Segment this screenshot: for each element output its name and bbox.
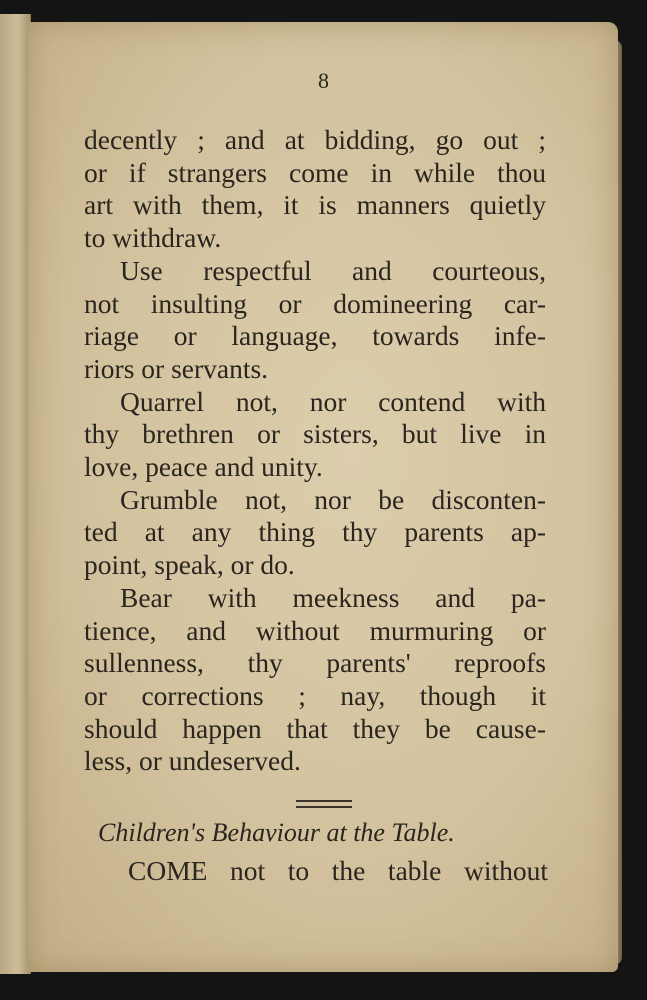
text-line: Grumble not, nor be disconten- <box>120 483 546 515</box>
text-line: to withdraw. <box>84 222 222 254</box>
text-line: or if strangers come in while thou <box>84 156 546 188</box>
text-line: thy brethren or sisters, but live in <box>84 418 546 450</box>
text-line: ted at any thing thy parents ap- <box>84 516 546 548</box>
text-line: not insulting or domineering car- <box>84 287 546 319</box>
text-line: riage or language, towards infe- <box>84 320 546 352</box>
text-line: or corrections ; nay, though it <box>84 679 546 711</box>
section-first-line: COME not to the table without <box>128 855 548 886</box>
text-line: Use respectful and courteous, <box>120 254 546 286</box>
section-divider <box>296 806 352 808</box>
text-line: sullenness, thy parents' reproofs <box>84 647 546 679</box>
text-line: Quarrel not, nor contend with <box>120 385 546 417</box>
text-line: point, speak, or do. <box>84 549 295 581</box>
text-line: should happen that they be cause- <box>84 712 546 744</box>
body-text <box>84 124 546 778</box>
section-heading: Children's Behaviour at the Table. <box>98 818 455 847</box>
section-divider <box>296 800 352 802</box>
text-line: less, or undeserved. <box>84 745 301 777</box>
text-line: decently ; and at bidding, go out ; <box>84 124 546 155</box>
text-line: love, peace and unity. <box>84 451 323 483</box>
page-number: 8 <box>318 68 329 93</box>
text-line: riors or servants. <box>84 352 269 384</box>
facing-page-edge <box>0 14 31 974</box>
text-line: tience, and without murmuring or <box>84 614 546 646</box>
text-line: art with them, it is manners quietly <box>84 189 546 221</box>
text-line: Bear with meekness and pa- <box>120 581 546 613</box>
